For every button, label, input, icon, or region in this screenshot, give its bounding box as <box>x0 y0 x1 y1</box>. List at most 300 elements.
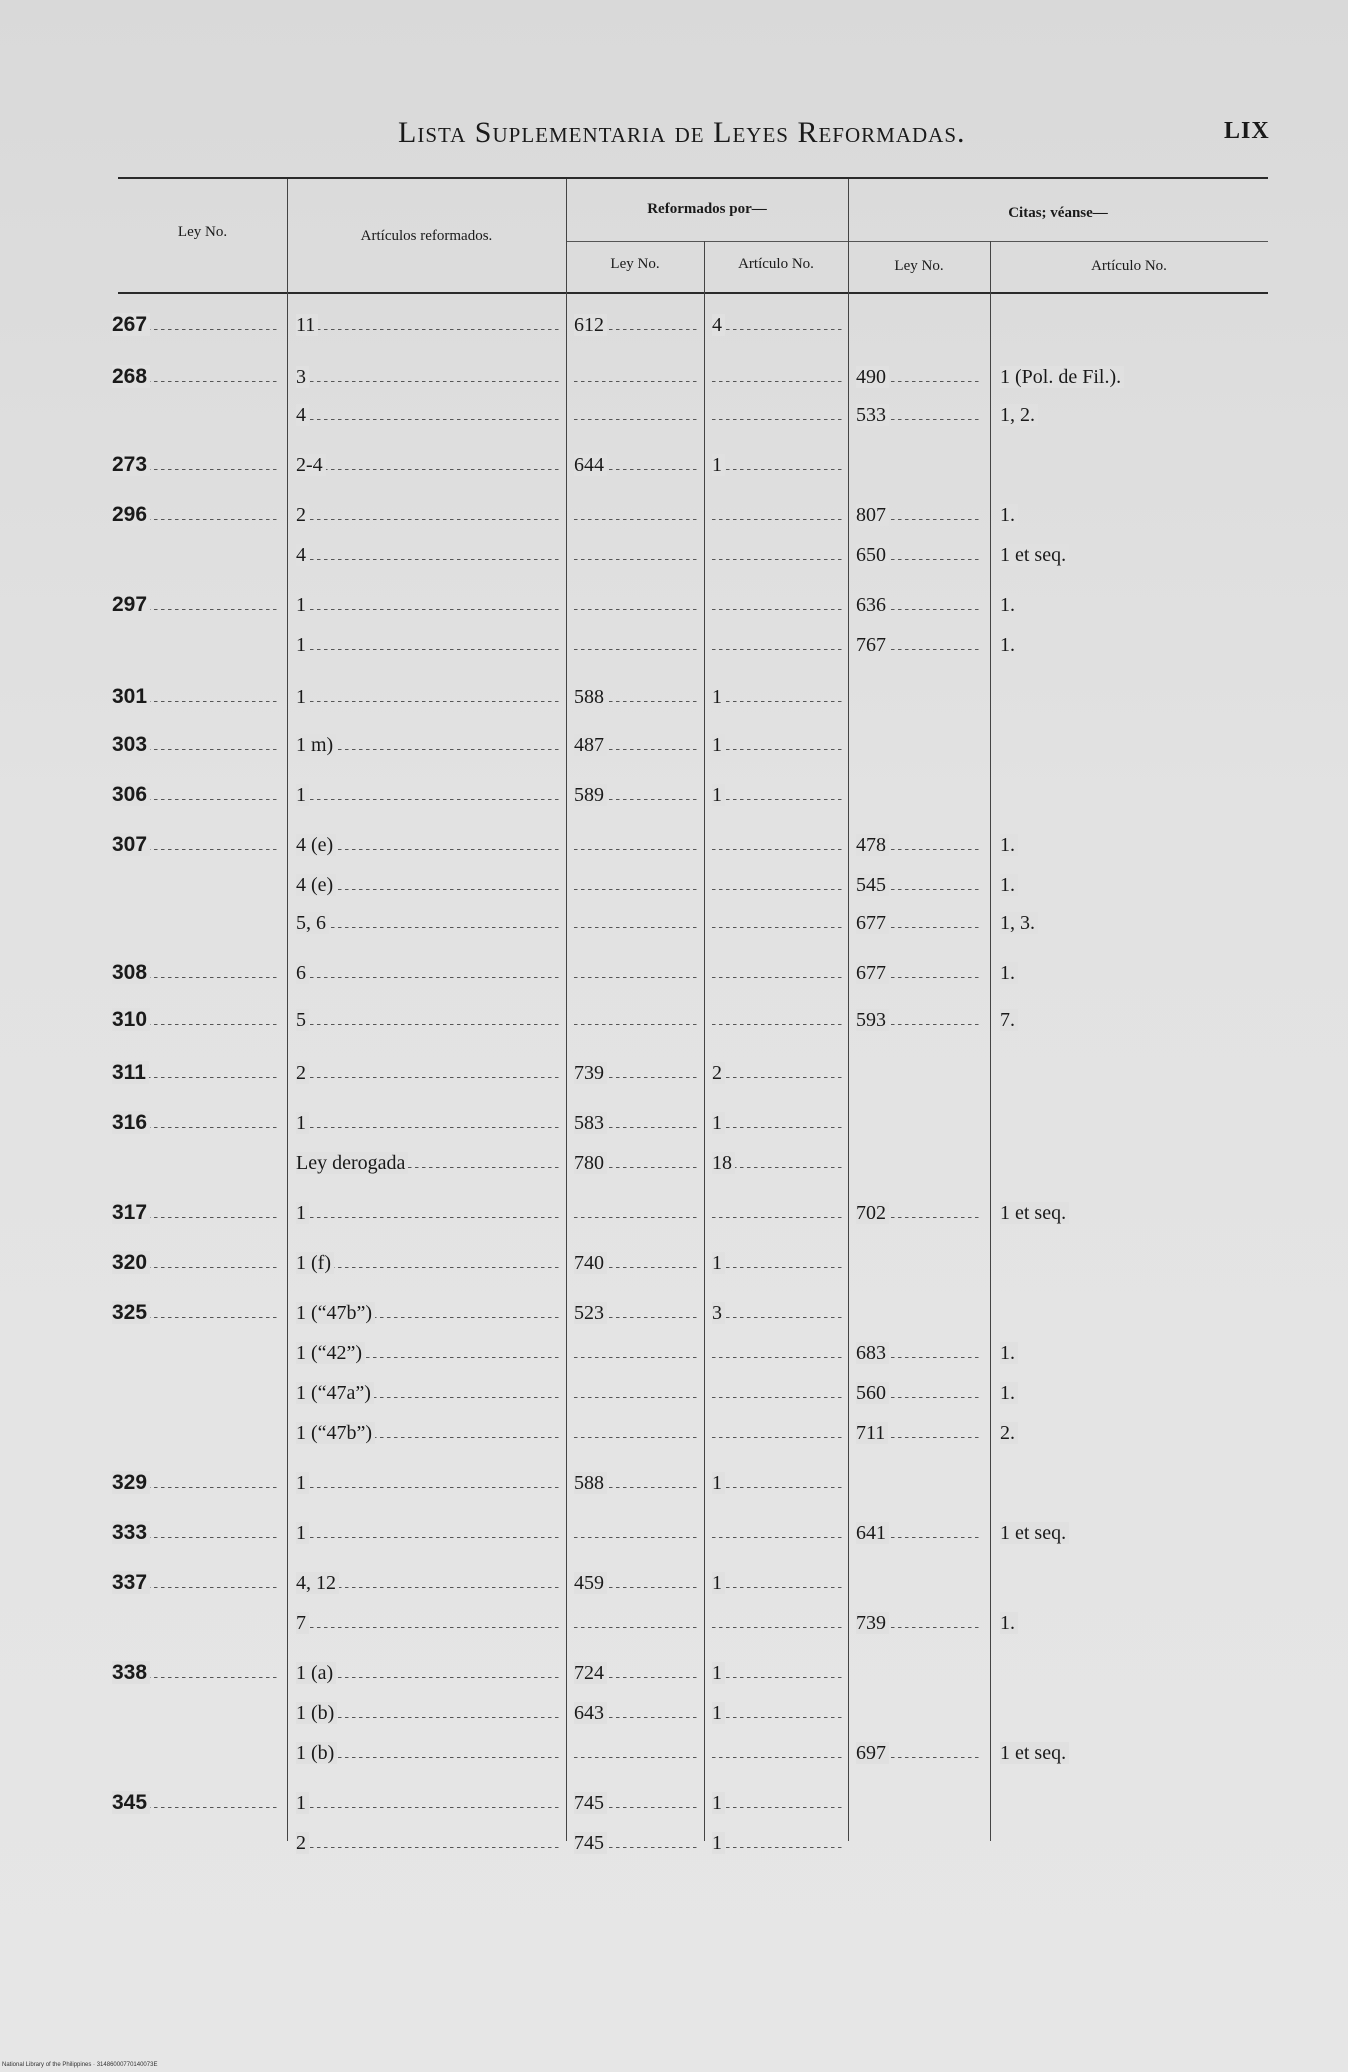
cell-cit-articulo-no-text <box>1000 1792 1003 1814</box>
cell-ley-no-text <box>112 1421 115 1444</box>
cell-cit-ley-no-text <box>856 1572 859 1594</box>
cell-ley-no-text: 311 <box>112 1061 149 1084</box>
cell-ref-articulo-no-text: 1 <box>712 784 725 806</box>
cell-articulos-text: 4 <box>296 404 309 426</box>
cell-ref-ley-no <box>574 500 700 530</box>
table-row <box>0 1518 1348 1548</box>
table-row <box>0 1568 1348 1598</box>
cell-ley-no-text: 316 <box>112 1111 150 1134</box>
cell-ley-no <box>112 1658 280 1688</box>
cell-ley-no <box>112 1338 280 1368</box>
cell-ref-articulo-no <box>712 1608 842 1638</box>
cell-articulos <box>296 1568 560 1598</box>
cell-cit-ley-no <box>856 730 982 760</box>
cell-cit-articulo-no-text <box>1000 314 1003 336</box>
cell-ref-ley-no <box>574 1298 700 1328</box>
cell-ref-ley-no-text: 739 <box>574 1062 607 1084</box>
cell-cit-articulo-no-text: 7. <box>1000 1009 1018 1031</box>
cell-articulos-text: 11 <box>296 314 318 336</box>
cell-cit-articulo-no-text <box>1000 1832 1003 1854</box>
cell-ref-ley-no <box>574 1658 700 1688</box>
cell-cit-ley-no <box>856 1058 982 1088</box>
cell-articulos-text: 4, 12 <box>296 1572 339 1594</box>
cell-ref-ley-no <box>574 1198 700 1228</box>
cell-ref-ley-no-text <box>574 834 577 856</box>
cell-cit-ley-no-text <box>856 1062 859 1084</box>
header-reformados-por: Reformados por— <box>647 201 767 217</box>
cell-ref-ley-no <box>574 908 700 938</box>
cell-ley-no <box>112 310 280 340</box>
cell-ley-no <box>112 500 280 530</box>
header-bottom-rule <box>118 292 1268 294</box>
cell-ref-ley-no-text <box>574 962 577 984</box>
cell-ref-articulo-no <box>712 780 842 810</box>
cell-ref-articulo-no-text: 1 <box>712 1832 725 1854</box>
cell-ref-articulo-no <box>712 1518 842 1548</box>
cell-ref-articulo-no-text <box>712 962 715 984</box>
cell-ref-ley-no-text <box>574 874 577 896</box>
cell-ref-ley-no <box>574 1418 700 1448</box>
cell-ref-ley-no-text: 523 <box>574 1302 607 1324</box>
cell-ref-ley-no-text: 780 <box>574 1152 607 1174</box>
cell-ref-ley-no-text: 588 <box>574 686 607 708</box>
cell-articulos-text: 1 (“47a”) <box>296 1382 374 1404</box>
cell-ley-no-text <box>112 1381 115 1404</box>
cell-articulos <box>296 730 560 760</box>
cell-ref-articulo-no-text <box>712 504 715 526</box>
cell-cit-articulo-no-text: 1. <box>1000 874 1018 896</box>
cell-ley-no <box>112 362 280 392</box>
cell-ley-no-text: 329 <box>112 1471 150 1494</box>
cell-articulos-text: 1 (“42”) <box>296 1342 365 1364</box>
cell-cit-ley-no-text <box>856 1832 859 1854</box>
cell-ref-ley-no <box>574 590 700 620</box>
col-divider-5 <box>990 241 991 1841</box>
cell-ref-ley-no <box>574 1338 700 1368</box>
cell-ley-no <box>112 958 280 988</box>
cell-ley-no-text: 308 <box>112 961 150 984</box>
cell-ref-articulo-no-text <box>712 1342 715 1364</box>
cell-ref-articulo-no-text: 18 <box>712 1152 735 1174</box>
cell-cit-ley-no-text <box>856 314 859 336</box>
cell-cit-articulo-no-text: 1 (Pol. de Fil.). <box>1000 366 1124 388</box>
cell-ref-articulo-no <box>712 730 842 760</box>
cell-ref-articulo-no-text: 1 <box>712 686 725 708</box>
cell-ref-ley-no-text <box>574 912 577 934</box>
cell-articulos <box>296 1298 560 1328</box>
cell-ley-no-text <box>112 1611 115 1634</box>
cell-articulos-text: 1 <box>296 686 309 708</box>
cell-cit-articulo-no-text: 1, 3. <box>1000 912 1038 934</box>
cell-cit-ley-no <box>856 1738 982 1768</box>
cell-cit-articulo-no <box>1000 1338 1260 1368</box>
cell-ref-ley-no-text <box>574 1742 577 1764</box>
cell-ref-articulo-no-text <box>712 1612 715 1634</box>
cell-articulos-text: 1 m) <box>296 734 336 756</box>
cell-cit-articulo-no-text <box>1000 686 1003 708</box>
cell-cit-ley-no <box>856 780 982 810</box>
cell-ref-articulo-no-text: 1 <box>712 734 725 756</box>
cell-ref-articulo-no-text <box>712 366 715 388</box>
cell-cit-articulo-no-text <box>1000 1472 1003 1494</box>
table-row <box>0 1658 1348 1688</box>
cell-ley-no <box>112 450 280 480</box>
table-row <box>0 730 1348 760</box>
cell-ley-no <box>112 1468 280 1498</box>
cell-cit-articulo-no-text <box>1000 1702 1003 1724</box>
cell-ref-articulo-no <box>712 1338 842 1368</box>
cell-cit-articulo-no <box>1000 1828 1260 1858</box>
cell-cit-articulo-no <box>1000 1698 1260 1728</box>
cell-ref-ley-no <box>574 730 700 760</box>
cell-cit-articulo-no <box>1000 958 1260 988</box>
cell-ley-no-text <box>112 1151 115 1174</box>
cell-ley-no <box>112 870 280 900</box>
cell-cit-ley-no <box>856 958 982 988</box>
header-citas: Citas; véanse— <box>1008 205 1108 221</box>
cell-cit-ley-no-text: 641 <box>856 1522 889 1544</box>
cell-ref-articulo-no-text <box>712 404 715 426</box>
cell-articulos <box>296 958 560 988</box>
page-header <box>0 112 1348 162</box>
cell-cit-ley-no <box>856 450 982 480</box>
cell-ref-articulo-no <box>712 1298 842 1328</box>
cell-articulos-text: 2-4 <box>296 454 326 476</box>
cell-ref-articulo-no <box>712 830 842 860</box>
cell-ley-no-text: 306 <box>112 783 150 806</box>
cell-cit-articulo-no <box>1000 780 1260 810</box>
cell-articulos-text: 2 <box>296 1832 309 1854</box>
table-row <box>0 1058 1348 1088</box>
cell-cit-ley-no <box>856 500 982 530</box>
header-ref-articulo-no: Artículo No. <box>738 256 814 272</box>
table-row <box>0 1108 1348 1138</box>
cell-cit-ley-no-text: 767 <box>856 634 889 656</box>
table-row <box>0 1418 1348 1448</box>
table-row <box>0 400 1348 430</box>
cell-cit-ley-no-text: 533 <box>856 404 889 426</box>
cell-ley-no-text <box>112 1701 115 1724</box>
cell-ley-no-text: 307 <box>112 833 150 856</box>
cell-ref-articulo-no-text: 1 <box>712 1472 725 1494</box>
cell-ref-articulo-no <box>712 682 842 712</box>
cell-cit-ley-no <box>856 1418 982 1448</box>
cell-cit-articulo-no-text <box>1000 1252 1003 1274</box>
cell-ref-ley-no-text <box>574 544 577 566</box>
cell-ley-no <box>112 780 280 810</box>
table-row <box>0 1828 1348 1858</box>
cell-cit-ley-no-text <box>856 1302 859 1324</box>
cell-cit-ley-no <box>856 1338 982 1368</box>
cell-ley-no <box>112 400 280 430</box>
cell-ref-articulo-no-text <box>712 1742 715 1764</box>
cell-articulos <box>296 1108 560 1138</box>
cell-ref-ley-no-text: 740 <box>574 1252 607 1274</box>
cell-ref-ley-no <box>574 540 700 570</box>
cell-cit-ley-no-text <box>856 454 859 476</box>
cell-cit-ley-no-text: 702 <box>856 1202 889 1224</box>
cell-ref-articulo-no <box>712 362 842 392</box>
cell-ref-articulo-no-text: 1 <box>712 1572 725 1594</box>
cell-cit-ley-no-text <box>856 1792 859 1814</box>
table-row <box>0 1468 1348 1498</box>
cell-articulos-text: 1 <box>296 634 309 656</box>
cell-articulos-text: 5, 6 <box>296 912 329 934</box>
cell-ref-articulo-no-text <box>712 1522 715 1544</box>
table-row <box>0 682 1348 712</box>
cell-ref-articulo-no-text: 4 <box>712 314 725 336</box>
cell-cit-articulo-no-text: 1. <box>1000 1612 1018 1634</box>
cell-articulos-text: 2 <box>296 1062 309 1084</box>
cell-cit-ley-no-text: 650 <box>856 544 889 566</box>
cell-cit-ley-no <box>856 1148 982 1178</box>
cell-articulos-text: 1 <box>296 1522 309 1544</box>
cell-ley-no-text <box>112 911 115 934</box>
cell-ley-no <box>112 1568 280 1598</box>
cell-articulos <box>296 1198 560 1228</box>
cell-ref-ley-no-text: 612 <box>574 314 607 336</box>
cell-ref-ley-no <box>574 870 700 900</box>
cell-ref-articulo-no <box>712 1198 842 1228</box>
cell-articulos-text: 7 <box>296 1612 309 1634</box>
cell-ley-no-text: 303 <box>112 733 150 756</box>
cell-cit-ley-no-text: 636 <box>856 594 889 616</box>
cell-ref-ley-no <box>574 682 700 712</box>
cell-ley-no <box>112 1608 280 1638</box>
cell-ref-ley-no <box>574 958 700 988</box>
cell-cit-articulo-no-text: 1 et seq. <box>1000 1522 1069 1544</box>
cell-articulos <box>296 1698 560 1728</box>
cell-articulos-text: 5 <box>296 1009 309 1031</box>
cell-ref-ley-no-text <box>574 1009 577 1031</box>
cell-cit-articulo-no-text <box>1000 1572 1003 1594</box>
cell-ley-no <box>112 1108 280 1138</box>
cell-cit-articulo-no <box>1000 1418 1260 1448</box>
cell-ref-ley-no-text: 745 <box>574 1832 607 1854</box>
cell-articulos-text: 1 <box>296 784 309 806</box>
cell-articulos <box>296 908 560 938</box>
cell-ley-no <box>112 830 280 860</box>
cell-cit-articulo-no <box>1000 500 1260 530</box>
cell-ref-ley-no <box>574 400 700 430</box>
table-row <box>0 500 1348 530</box>
cell-ley-no-text <box>112 633 115 656</box>
cell-ref-ley-no <box>574 1248 700 1278</box>
cell-ref-articulo-no <box>712 1418 842 1448</box>
cell-cit-articulo-no <box>1000 1738 1260 1768</box>
cell-ref-ley-no <box>574 362 700 392</box>
cell-cit-ley-no-text: 560 <box>856 1382 889 1404</box>
cell-articulos <box>296 1518 560 1548</box>
cell-ref-articulo-no-text: 1 <box>712 454 725 476</box>
cell-cit-articulo-no <box>1000 400 1260 430</box>
cell-ref-ley-no-text: 589 <box>574 784 607 806</box>
cell-cit-ley-no <box>856 1518 982 1548</box>
cell-cit-ley-no-text: 683 <box>856 1342 889 1364</box>
cell-articulos-text: 3 <box>296 366 309 388</box>
table-row <box>0 1148 1348 1178</box>
cell-ley-no-text <box>112 543 115 566</box>
cell-cit-ley-no <box>856 830 982 860</box>
table-row <box>0 1338 1348 1368</box>
table-row <box>0 1738 1348 1768</box>
cell-cit-articulo-no-text <box>1000 1152 1003 1174</box>
cell-cit-ley-no <box>856 400 982 430</box>
cell-articulos-text: 1 <box>296 1202 309 1224</box>
cell-cit-articulo-no-text: 1, 2. <box>1000 404 1038 426</box>
cell-ref-articulo-no <box>712 1828 842 1858</box>
cell-ref-articulo-no-text: 1 <box>712 1662 725 1684</box>
cell-ley-no-text: 296 <box>112 503 150 526</box>
cell-cit-articulo-no <box>1000 1468 1260 1498</box>
cell-articulos-text: 4 (e) <box>296 874 336 896</box>
table-row <box>0 450 1348 480</box>
cell-cit-articulo-no <box>1000 1518 1260 1548</box>
cell-ref-articulo-no <box>712 1788 842 1818</box>
cell-articulos <box>296 310 560 340</box>
cell-ref-ley-no <box>574 1108 700 1138</box>
cell-ref-articulo-no <box>712 908 842 938</box>
cell-cit-articulo-no-text: 1. <box>1000 634 1018 656</box>
cell-cit-articulo-no <box>1000 1378 1260 1408</box>
cell-cit-articulo-no <box>1000 590 1260 620</box>
cell-ref-ley-no <box>574 310 700 340</box>
cell-ref-ley-no-text <box>574 504 577 526</box>
cell-ley-no <box>112 1738 280 1768</box>
cell-ref-articulo-no <box>712 1058 842 1088</box>
cell-ref-ley-no-text: 487 <box>574 734 607 756</box>
cell-cit-ley-no <box>856 1658 982 1688</box>
table-row <box>0 958 1348 988</box>
cell-cit-articulo-no-text: 1. <box>1000 1382 1018 1404</box>
cell-ley-no <box>112 1198 280 1228</box>
cell-cit-ley-no <box>856 1608 982 1638</box>
cell-cit-ley-no-text: 478 <box>856 834 889 856</box>
cell-ref-ley-no-text <box>574 1382 577 1404</box>
header-articulos-reformados: Artículos reformados. <box>360 228 493 244</box>
cell-cit-ley-no <box>856 310 982 340</box>
cell-cit-ley-no <box>856 1698 982 1728</box>
cell-ley-no-text: 297 <box>112 593 150 616</box>
cell-ref-articulo-no-text <box>712 874 715 896</box>
cell-ley-no-text <box>112 403 115 426</box>
cell-ref-articulo-no-text <box>712 544 715 566</box>
cell-ref-ley-no-text <box>574 594 577 616</box>
cell-cit-ley-no-text: 677 <box>856 962 889 984</box>
cell-cit-ley-no <box>856 908 982 938</box>
header-ley-no: Ley No. <box>177 224 228 240</box>
cell-cit-ley-no <box>856 1298 982 1328</box>
cell-ley-no <box>112 630 280 660</box>
cell-ref-ley-no <box>574 630 700 660</box>
cell-cit-articulo-no <box>1000 1108 1260 1138</box>
cell-cit-articulo-no <box>1000 870 1260 900</box>
cell-ref-ley-no <box>574 1788 700 1818</box>
cell-ref-articulo-no <box>712 958 842 988</box>
cell-cit-articulo-no <box>1000 830 1260 860</box>
cell-ref-ley-no-text: 724 <box>574 1662 607 1684</box>
table-row <box>0 830 1348 860</box>
cell-ref-ley-no-text <box>574 1422 577 1444</box>
cell-ley-no-text <box>112 873 115 896</box>
cell-cit-articulo-no <box>1000 1788 1260 1818</box>
cell-cit-ley-no <box>856 1788 982 1818</box>
cell-cit-ley-no-text: 711 <box>856 1422 888 1444</box>
cell-ref-ley-no <box>574 1005 700 1035</box>
cell-cit-ley-no <box>856 1198 982 1228</box>
cell-cit-articulo-no <box>1000 682 1260 712</box>
cell-articulos <box>296 590 560 620</box>
table-row <box>0 908 1348 938</box>
cell-ref-ley-no <box>574 1378 700 1408</box>
cell-ley-no <box>112 682 280 712</box>
cell-articulos <box>296 1005 560 1035</box>
table-row <box>0 870 1348 900</box>
cell-ref-articulo-no <box>712 1378 842 1408</box>
cell-cit-articulo-no-text <box>1000 1662 1003 1684</box>
cell-cit-articulo-no <box>1000 540 1260 570</box>
table-row <box>0 630 1348 660</box>
cell-ref-articulo-no-text: 1 <box>712 1252 725 1274</box>
cell-articulos <box>296 1338 560 1368</box>
cell-cit-ley-no <box>856 590 982 620</box>
table-row <box>0 1298 1348 1328</box>
cell-ley-no-text: 337 <box>112 1571 150 1594</box>
cell-ley-no <box>112 1298 280 1328</box>
cell-ley-no <box>112 1148 280 1178</box>
cell-cit-ley-no-text <box>856 1152 859 1174</box>
cell-cit-articulo-no-text <box>1000 1112 1003 1134</box>
page-number: LIX <box>1224 118 1270 144</box>
cell-ref-ley-no-text: 644 <box>574 454 607 476</box>
cell-ref-articulo-no-text <box>712 594 715 616</box>
cell-articulos <box>296 1788 560 1818</box>
cell-cit-articulo-no-text <box>1000 784 1003 806</box>
cell-cit-ley-no <box>856 1005 982 1035</box>
cell-cit-ley-no <box>856 1378 982 1408</box>
header-ref-ley-no: Ley No. <box>610 256 660 272</box>
cell-articulos <box>296 400 560 430</box>
cell-articulos <box>296 540 560 570</box>
cell-articulos-text: 1 <box>296 1472 309 1494</box>
cell-ley-no <box>112 1058 280 1088</box>
cell-ref-articulo-no-text <box>712 1202 715 1224</box>
cell-articulos <box>296 1658 560 1688</box>
cell-cit-articulo-no <box>1000 1658 1260 1688</box>
cell-cit-articulo-no <box>1000 450 1260 480</box>
cell-ref-ley-no-text <box>574 1202 577 1224</box>
cell-cit-ley-no-text: 490 <box>856 366 889 388</box>
cell-ref-ley-no <box>574 1738 700 1768</box>
cell-cit-ley-no <box>856 362 982 392</box>
cell-cit-articulo-no <box>1000 1148 1260 1178</box>
cell-cit-ley-no-text <box>856 784 859 806</box>
cell-ley-no <box>112 1788 280 1818</box>
cell-ref-articulo-no <box>712 1568 842 1598</box>
cell-cit-ley-no <box>856 630 982 660</box>
cell-ref-ley-no-text <box>574 404 577 426</box>
cell-ref-articulo-no-text <box>712 1422 715 1444</box>
cell-articulos <box>296 830 560 860</box>
cell-ley-no-text: 345 <box>112 1791 150 1814</box>
table-row <box>0 1005 1348 1035</box>
cell-ley-no-text <box>112 1831 115 1854</box>
cell-ref-ley-no-text <box>574 1522 577 1544</box>
cell-ref-articulo-no <box>712 1108 842 1138</box>
scan-footer: National Library of the Philippines · 31486000770140073E <box>2 2062 158 2068</box>
cell-cit-articulo-no-text: 1. <box>1000 594 1018 616</box>
cell-cit-articulo-no <box>1000 730 1260 760</box>
